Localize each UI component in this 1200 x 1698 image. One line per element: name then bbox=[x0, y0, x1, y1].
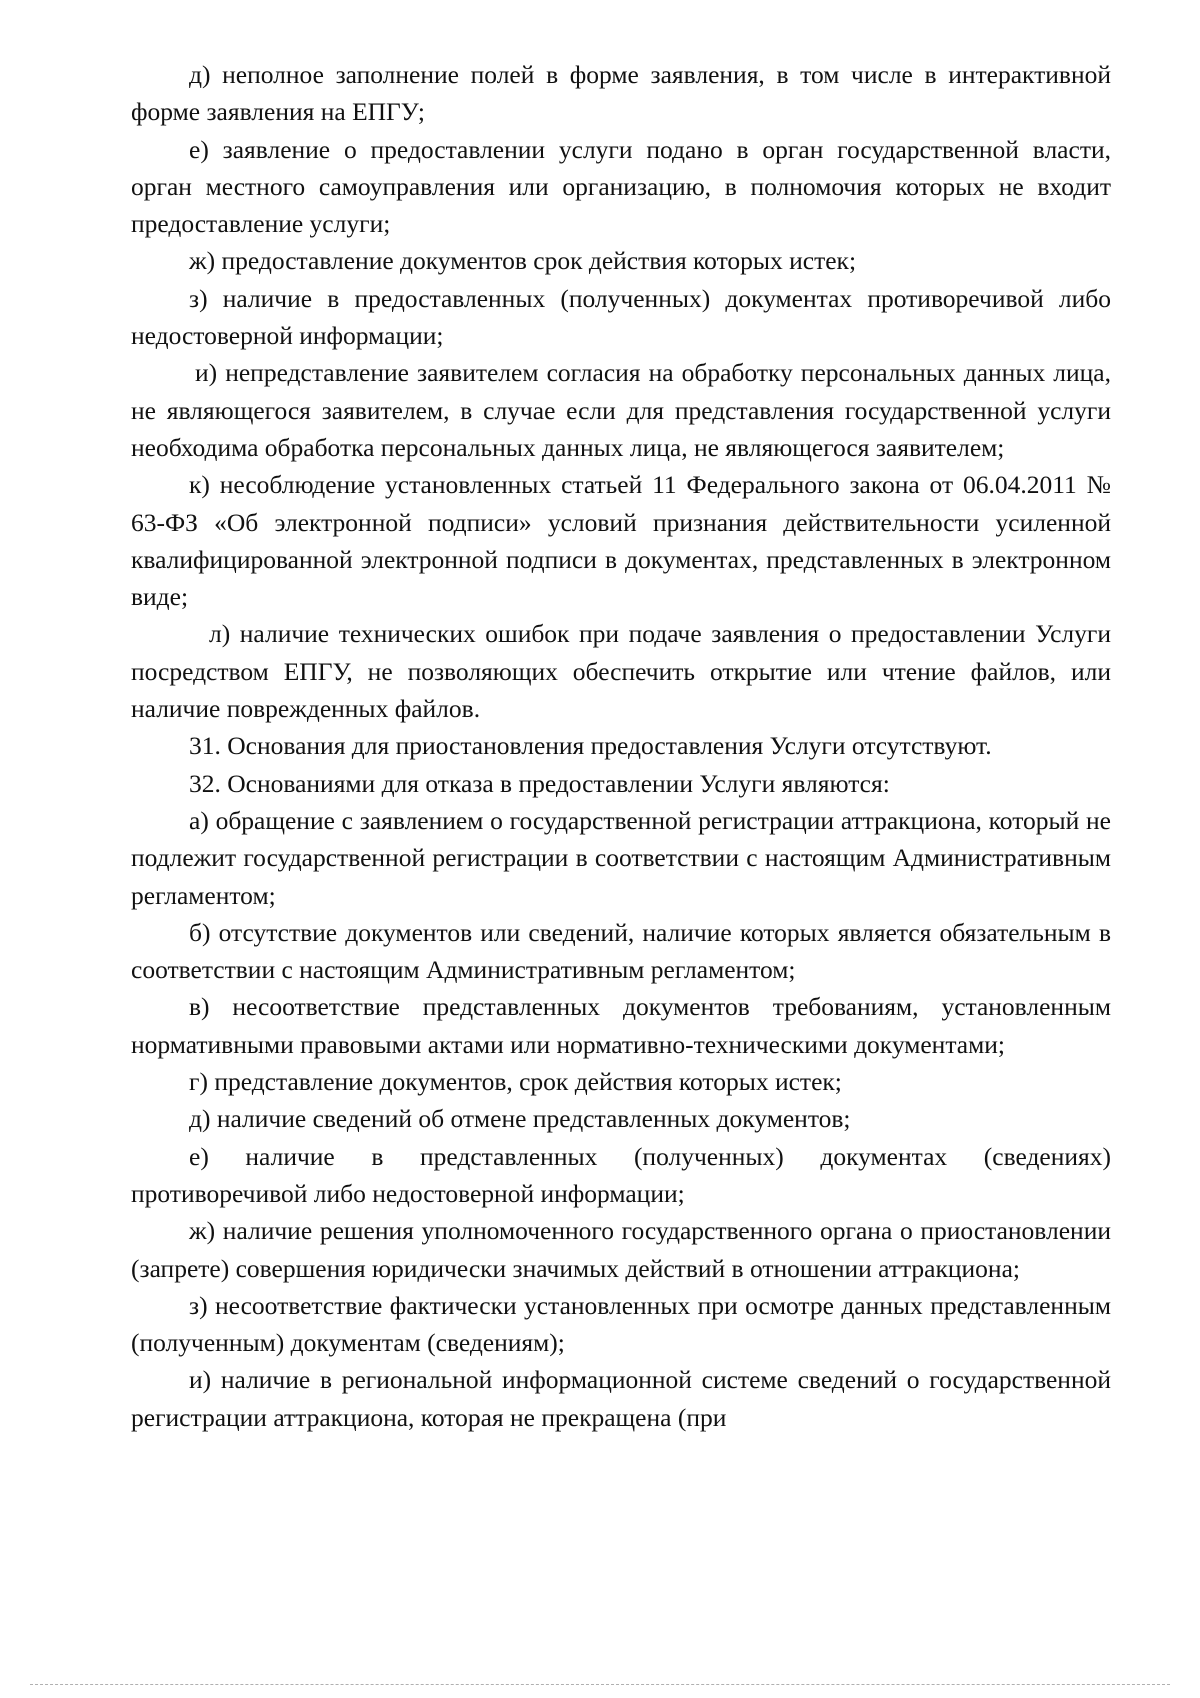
scan-bottom-edge bbox=[30, 1684, 1170, 1685]
paragraph-a-not-subject-to-registration: а) обращение с заявлением о государственной регистрации аттракциона, который не подлежит государственной регистрации в соответствии с настоящим Административным регламентом; bbox=[131, 805, 1111, 910]
paragraph-b-missing-documents: б) отсутствие документов или сведений, наличие которых является обязательным в соответствии с настоящим Административным регламентом; bbox=[131, 917, 1111, 985]
paragraph-i-existing-registration: и) наличие в региональной информационной системе сведений о государственной регистрации аттракциона, которая не прекращена (при bbox=[131, 1365, 1111, 1432]
paragraph-l-technical-errors: л) наличие технических ошибок при подаче заявления о предоставлении Услуги посредством ЕПГУ, не позволяющих обеспечить открытие или чтение файлов, или наличие поврежденных файлов. bbox=[131, 619, 1111, 724]
paragraph-k-signature-conditions: к) несоблюдение установленных статьей 11 Федерального закона от 06.04.2011 № 63-ФЗ «Об электронной подписи» условий признания действительности усиленной квалифицированной электронной подписи в документах, представленных в электронном виде; bbox=[131, 470, 1111, 612]
paragraph-z-contradictory-info: з) наличие в предоставленных (полученных) документах противоречивой либо недостоверной информации; bbox=[131, 283, 1111, 351]
paragraph-31-no-suspension: 31. Основания для приостановления предоставления Услуги отсутствуют. bbox=[189, 731, 992, 761]
paragraph-z-inspection-mismatch: з) несоответствие фактически установленных при осмотре данных представленным (полученным) документам (сведениям); bbox=[131, 1290, 1111, 1358]
paragraph-e-contradictory-info: е) наличие в представленных (полученных) документах (сведениях) противоречивой либо недостоверной информации; bbox=[131, 1141, 1111, 1208]
document-page bbox=[131, 56, 1111, 1436]
paragraph-zh-expired-documents: ж) предоставление документов срок действия которых истек; bbox=[189, 246, 857, 276]
paragraph-v-noncompliance-requirements: в) несоответствие представленных документов требованиям, установленным нормативными правовыми актами или нормативно-техническими документами; bbox=[131, 992, 1111, 1059]
paragraph-i-no-consent: и) непредставление заявителем согласия на обработку персональных данных лица, не являющегося заявителем, в случае если для представления государственной услуги необходима обработка персональных данных лица, не являющегося заявителем; bbox=[131, 358, 1111, 462]
paragraph-e-wrong-authority: е) заявление о предоставлении услуги подано в орган государственной власти, орган местного самоуправления или организацию, в полномочия которых не входит предоставление услуги; bbox=[131, 134, 1111, 239]
paragraph-d-incomplete-fields: д) неполное заполнение полей в форме заявления, в том числе в интерактивной форме заявления на ЕПГУ; bbox=[131, 60, 1111, 127]
paragraph-d-cancelled-documents: д) наличие сведений об отмене представленных документов; bbox=[189, 1104, 851, 1134]
paragraph-32-refusal-grounds: 32. Основаниями для отказа в предоставлении Услуги являются: bbox=[189, 768, 890, 798]
paragraph-zh-suspension-decision: ж) наличие решения уполномоченного государственного органа о приостановлении (запрете) совершения юридически значимых действий в отношении аттракциона; bbox=[131, 1216, 1111, 1283]
paragraph-g-expired-documents: г) представление документов, срок действия которых истек; bbox=[189, 1067, 842, 1097]
